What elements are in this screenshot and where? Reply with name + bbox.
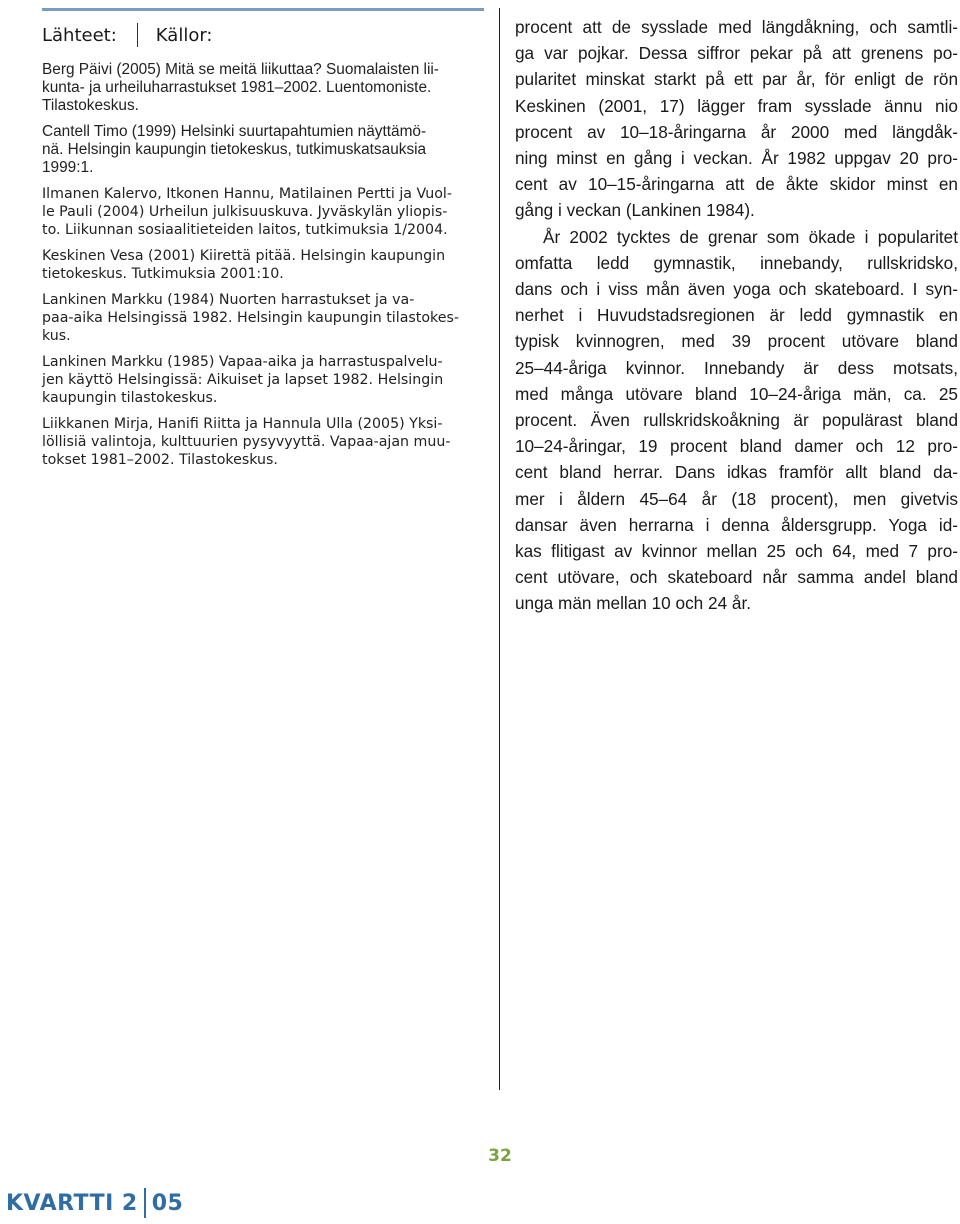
reference-line: 1999:1. (42, 159, 94, 176)
reference-line: le Pauli (2004) Urheilun julkisuuskuva. Jyväskylän yliopis- (42, 204, 448, 220)
reference-line: kaupungin tilastokeskus. (42, 390, 218, 406)
references-heading-sv: Källor: (155, 24, 213, 46)
reference-line: Berg Päivi (2005) Mitä se meitä liikuttaa? Suomalaisten lii- (42, 61, 439, 78)
reference-line: löllisiä valintoja, kulttuurien pysyvyyttä. Vapaa-ajan muu- (42, 434, 451, 450)
top-rule (42, 8, 484, 11)
body-line: ga var pojkar. Dessa siffror pekar på att grenens po- (515, 43, 958, 64)
reference-line: nä. Helsingin kaupungin tietokeskus, tutkimuskatsauksia (42, 141, 427, 158)
reference-line: Ilmanen Kalervo, Itkonen Hannu, Matilainen Pertti ja Vuol- (42, 186, 452, 202)
reference-line: jen käyttö Helsingissä: Aikuiset ja lapset 1982. Helsingin (42, 372, 444, 388)
brand-year: 05 (151, 1190, 184, 1216)
reference-line: Tilastokeskus. (42, 97, 139, 114)
reference-line: kunta- ja urheiluharrastukset 1981–2002. Luentomoniste. (42, 79, 432, 96)
brand-name: KVARTTI 2 (6, 1190, 138, 1216)
references-column (42, 8, 484, 477)
page-number: 32 (488, 1146, 512, 1166)
body-line: Keskinen (2001, 17) lägger fram sysslade ännu nio (515, 95, 958, 116)
body-line: pularitet minskat starkt på ett par år, för enligt de rön (515, 69, 958, 90)
body-line: cent utövare, och skateboard når samma andel bland (515, 567, 958, 588)
brand-logo (6, 1188, 183, 1218)
reference-item (42, 353, 484, 407)
body-line: 10–24-åringar, 19 procent bland damer och 12 pro- (515, 436, 958, 457)
body-line: dans och i viss mån även yoga och skateboard. I syn- (515, 279, 958, 300)
body-paragraph-2 (515, 224, 958, 617)
brand-separator (144, 1188, 146, 1218)
body-line: cent av 10–15-åringarna att de åkte skidor minst en (515, 174, 958, 195)
body-line: procent. Även rullskridskoåkning är populärast bland (515, 410, 958, 431)
reference-line: Lankinen Markku (1985) Vapaa-aika ja harrastuspalvelu- (42, 354, 443, 370)
column-divider (499, 8, 500, 1090)
body-line: omfatta ledd gymnastik, innebandy, rullskridsko, (515, 252, 958, 273)
reference-item (42, 123, 484, 177)
reference-line: Cantell Timo (1999) Helsinki suurtapahtumien näyttämö- (42, 123, 427, 140)
reference-line: Liikkanen Mirja, Hanifi Riitta ja Hannula Ulla (2005) Yksi- (42, 416, 443, 432)
body-line: mer i åldern 45–64 år (18 procent), men givetvis (515, 488, 958, 509)
body-line: År 2002 tycktes de grenar som ökade i popularitet (543, 226, 958, 247)
body-line: 25–44-åriga kvinnor. Innebandy är dess motsats, (515, 357, 958, 378)
body-line: dansar även herrarna i denna åldersgrupp. Yoga id- (515, 514, 958, 535)
reference-item (42, 61, 484, 115)
reference-item (42, 247, 484, 283)
body-line: kas flitigast av kvinnor mellan 25 och 64, med 7 pro- (515, 541, 958, 562)
body-line: cent bland herrar. Dans idkas framför allt bland da- (515, 462, 958, 483)
body-line: ning minst en gång i veckan. År 1982 uppgav 20 pro- (515, 148, 958, 169)
reference-item (42, 415, 484, 469)
heading-separator (137, 23, 138, 47)
reference-line: Keskinen Vesa (2001) Kiirettä pitää. Helsingin kaupungin (42, 248, 446, 264)
body-line: unga män mellan 10 och 24 år. (515, 593, 752, 614)
body-line: typisk kvinnogren, med 39 procent utövare bland (515, 331, 958, 352)
references-list (42, 61, 484, 469)
reference-line: tokset 1981–2002. Tilastokeskus. (42, 452, 278, 468)
reference-item (42, 291, 484, 345)
body-column (515, 14, 958, 617)
references-heading-fi: Lähteet: (42, 24, 117, 46)
reference-line: kus. (42, 328, 71, 344)
body-line: procent att de sysslade med längdåkning, och samtli- (515, 17, 958, 37)
reference-line: to. Liikunnan sosiaalitieteiden laitos, tutkimuksia 1/2004. (42, 222, 448, 238)
references-header (42, 23, 484, 47)
body-line: gång i veckan (Lankinen 1984). (515, 200, 755, 221)
reference-line: paa-aika Helsingissä 1982. Helsingin kaupungin tilastokes- (42, 310, 459, 326)
body-line: procent av 10–18-åringarna år 2000 med längdåk- (515, 121, 958, 142)
body-paragraph-1 (515, 14, 958, 224)
reference-line: tietokeskus. Tutkimuksia 2001:10. (42, 266, 284, 282)
body-line: nerhet i Huvudstadsregionen är ledd gymnastik en (515, 305, 958, 326)
reference-item (42, 185, 484, 239)
body-line: med många utövare bland 10–24-åriga män, ca. 25 (515, 383, 958, 404)
reference-line: Lankinen Markku (1984) Nuorten harrastukset ja va- (42, 292, 415, 308)
